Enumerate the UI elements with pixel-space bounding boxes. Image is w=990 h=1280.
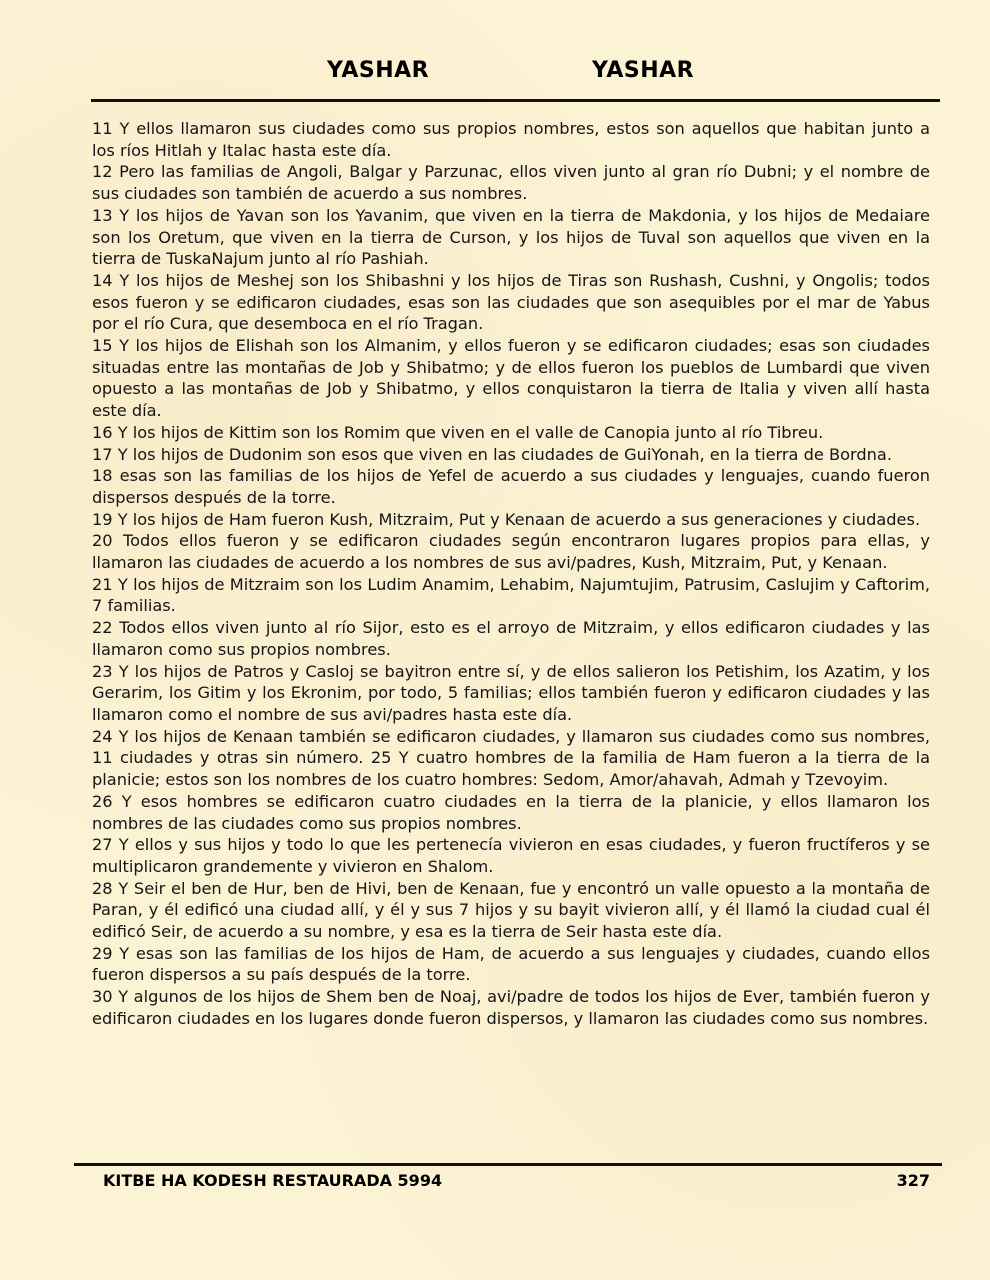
verse-paragraph: 22 Todos ellos viven junto al río Sijor, esto es el arroyo de Mitzraim, y ellos edificaron ciudades y las llamaron como sus propios nombres. — [92, 618, 930, 659]
verse-paragraph: 14 Y los hijos de Meshej son los Shibashni y los hijos de Tiras son Rushash, Cushni, y Ongolis; todos esos fueron y se edificaron ciudades, esas son las ciudades que son asequibles por el mar de Yabus por el río Cura, que desemboca en el río Tragan. — [92, 270, 930, 334]
verse-paragraph: 30 Y algunos de los hijos de Shem ben de Noaj, avi/padre de todos los hijos de Ever, también fueron y edificaron ciudades en los lugares donde fueron dispersos, y llamaron las ciudades como sus nombres. — [92, 987, 930, 1028]
running-title-right: YASHAR — [592, 58, 695, 83]
footer-book-title: KITBE HA KODESH RESTAURADA 5994 — [103, 1171, 443, 1190]
verse-paragraph: 21 Y los hijos de Mitzraim son los Ludim Anamim, Lehabim, Najumtujim, Patrusim, Caslujim y Caftorim, 7 familias. — [92, 574, 930, 616]
verse-paragraph: 24 Y los hijos de Kenaan también se edificaron ciudades, y llamaron sus ciudades como sus nombres, 11 ciudades y otras sin número. 25 Y cuatro hombres de la familia de Ham fueron a la tierra de la planicie; estos son los nombres de los cuatro hombres: Sedom, Amor/ahavah, Admah y Tzevoyim. — [92, 726, 930, 790]
page-header — [0, 58, 990, 90]
page-number: 327 — [896, 1171, 930, 1190]
footer-divider — [74, 1163, 942, 1166]
verse-paragraph: 26 Y esos hombres se edificaron cuatro ciudades en la tierra de la planicie, y ellos llamaron los nombres de las ciudades como sus propios nombres. — [92, 791, 930, 833]
verse-paragraph: 17 Y los hijos de Dudonim son esos que viven en las ciudades de GuiYonah, en la tierra de Bordna. — [92, 444, 892, 464]
verse-paragraph: 12 Pero las familias de Angoli, Balgar y Parzunac, ellos viven junto al gran río Dubni; y el nombre de sus ciudades son también de acuerdo a sus nombres. — [92, 162, 930, 204]
verse-paragraph: 11 Y ellos llamaron sus ciudades como sus propios nombres, estos son aquellos que habitan junto a los ríos Hitlah y Italac hasta este día. — [92, 119, 930, 160]
verse-paragraph: 20 Todos ellos fueron y se edificaron ciudades según encontraron lugares propios para ellas, y llamaron las ciudades de acuerdo a los nombres de sus avi/padres, Kush, Mitzraim, Put, y Kenaan. — [92, 531, 930, 573]
verse-body — [92, 118, 930, 1030]
verse-paragraph: 28 Y Seir el ben de Hur, ben de Hivi, ben de Kenaan, fue y encontró un valle opuesto a la montaña de Paran, y él edificó una ciudad allí, y él y sus 7 hijos y su bayit vivieron allí, y él llamó la ciudad cual él edificó Seir, de acuerdo a su nombre, y esa es la tierra de Seir hasta este día. — [92, 878, 930, 942]
verse-paragraph: 23 Y los hijos de Patros y Casloj se bayitron entre sí, y de ellos salieron los Petishim, los Azatim, y los Gerarim, los Gitim y los Ekronim, por todo, 5 familias; ellos también fueron y edificaron ciudades y las llamaron como el nombre de sus avi/padres hasta este día. — [92, 661, 930, 724]
verse-paragraph: 19 Y los hijos de Ham fueron Kush, Mitzraim, Put y Kenaan de acuerdo a sus generaciones y ciudades. — [92, 509, 921, 529]
verse-paragraph: 29 Y esas son las familias de los hijos de Ham, de acuerdo a sus lenguajes y ciudades, cuando ellos fueron dispersos a su país después de la torre. — [92, 943, 930, 985]
verse-paragraph: 27 Y ellos y sus hijos y todo lo que les pertenecía vivieron en esas ciudades, y fueron fructíferos y se multiplicaron grandemente y vivieron en Shalom. — [92, 835, 930, 876]
running-title-left: YASHAR — [327, 58, 430, 83]
verse-paragraph: 13 Y los hijos de Yavan son los Yavanim, que viven en la tierra de Makdonia, y los hijos de Medaiare son los Oretum, que viven en la tierra de Curson, y los hijos de Tuval son aquellos que viven en la tierra de TuskaNajum junto al río Pashiah. — [92, 205, 930, 269]
header-divider — [91, 99, 940, 102]
verse-paragraph: 18 esas son las familias de los hijos de Yefel de acuerdo a sus ciudades y lenguajes, cuando fueron dispersos después de la torre. — [92, 466, 930, 507]
verse-paragraph: 16 Y los hijos de Kittim son los Romim que viven en el valle de Canopia junto al río Tibreu. — [92, 422, 824, 442]
verse-paragraph: 15 Y los hijos de Elishah son los Almanim, y ellos fueron y se edificaron ciudades; esas son ciudades situadas entre las montañas de Job y Shibatmo; y de ellos fueron los pueblos de Lumbardi que viven opuesto a las montañas de Job y Shibatmo, y ellos conquistaron la tierra de Italia y viven allí hasta este día. — [92, 336, 930, 421]
